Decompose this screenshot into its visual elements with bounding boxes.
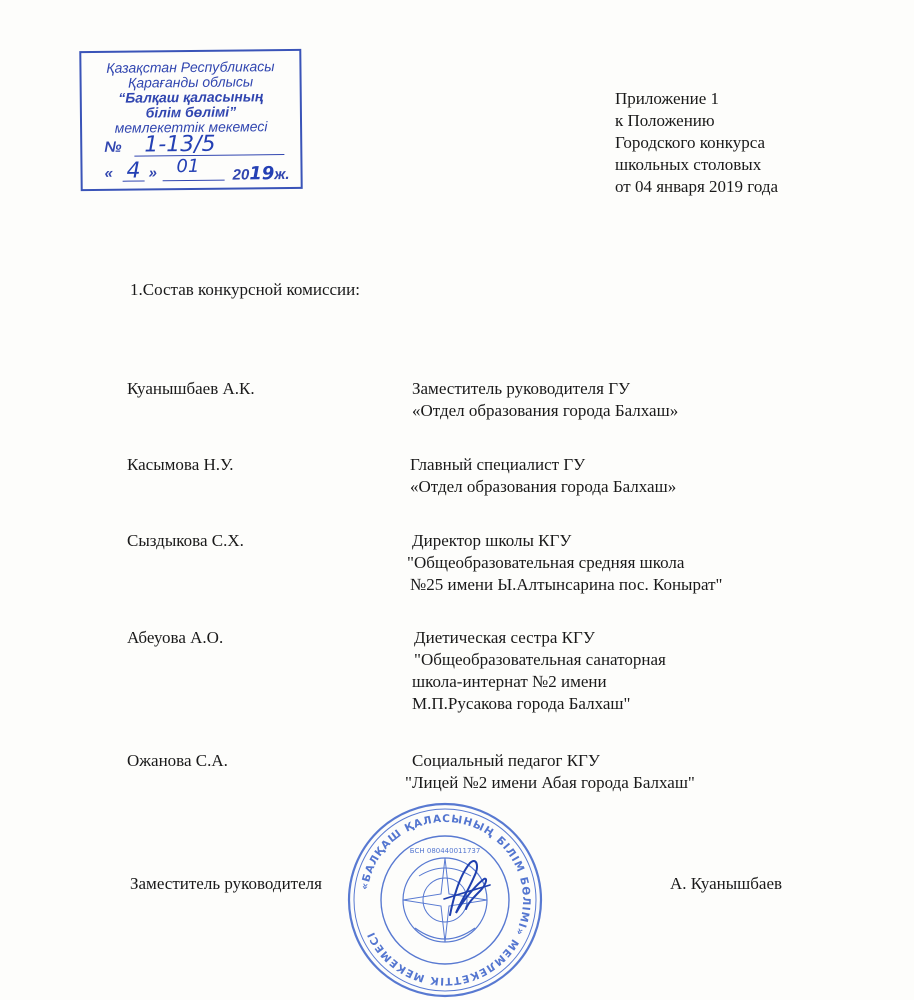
member-role-line: Директор школы КГУ (412, 531, 572, 550)
stamp-line-country: Қазақстан Республикасы (106, 58, 275, 76)
stamp-line-region: Қарағанды облысы (127, 73, 254, 91)
stamp-day-handwritten: 4 (126, 158, 141, 184)
seal-ring-text: «БАЛҚАШ ҚАЛАСЫНЫҢ БІЛІМ БӨЛІМІ» МЕМЛЕКЕТТІК МЕКЕМЕСІ (358, 812, 533, 988)
member-role-line: Социальный педагог КГУ (412, 751, 600, 770)
signature-position: Заместитель руководителя (130, 874, 322, 893)
appendix-line-4: школьных столовых (615, 155, 762, 174)
member-role (407, 530, 722, 596)
stamp-number-prefix: № (104, 138, 122, 156)
stamp-year-prefix: 20 (232, 166, 250, 184)
section-title: 1.Состав конкурсной комиссии: (130, 280, 360, 299)
stamp-line-org1: “Балқаш қаласының (118, 88, 264, 106)
stamp-number-label (104, 139, 121, 156)
member-role-line: "Лицей №2 имени Абая города Балхаш" (405, 773, 695, 792)
stamp-year-handwritten: 19 (249, 163, 275, 185)
signature-mark (430, 855, 500, 925)
member-role-line: "Общеобразовательная санаторная (414, 650, 666, 669)
member-role (412, 378, 678, 422)
member-name: Сыздыкова С.Х. (127, 531, 244, 550)
appendix-line-1: Приложение 1 (615, 89, 719, 108)
stamp-month-underline (163, 180, 225, 182)
member-role-line: "Общеобразовательная средняя школа (407, 553, 685, 572)
signature-name: А. Куанышбаев (670, 874, 783, 893)
appendix-line-5: от 04 января 2019 года (615, 177, 779, 196)
stamp-month-handwritten: 01 (176, 155, 200, 178)
appendix-line-3: Городского конкурса (615, 133, 766, 152)
member-role-line: Главный специалист ГУ (410, 455, 586, 474)
registration-stamp (79, 49, 302, 191)
member-role-line: школа-интернат №2 имени (412, 672, 607, 691)
member-role-line: «Отдел образования города Балхаш» (412, 401, 679, 420)
member-role (410, 454, 676, 498)
stamp-number-handwritten: 1-13/5 (144, 131, 216, 158)
member-name: Ожанова С.А. (127, 751, 228, 770)
stamp-date-label (104, 165, 113, 182)
appendix-line-2: к Положению (615, 111, 715, 130)
member-role-line: Заместитель руководителя ГУ (412, 379, 631, 398)
member-name: Куанышбаев А.К. (127, 379, 255, 398)
seal-inner-text: БСН 080440011737 (409, 847, 481, 855)
stamp-year (232, 163, 289, 185)
stamp-date-open: « (104, 164, 113, 182)
stamp-line-org2: білім бөлімі” (145, 103, 237, 121)
member-role-line: Диетическая сестра КГУ (414, 628, 595, 647)
member-name: Касымова Н.У. (127, 455, 234, 474)
stamp-date-close: » (148, 164, 157, 182)
member-role-line: М.П.Русакова города Балхаш" (412, 694, 631, 713)
member-name: Абеуова А.О. (127, 628, 224, 647)
appendix-header (615, 88, 778, 198)
stamp-year-suffix: ж. (274, 165, 290, 184)
member-role-line: №25 имени Ы.Алтынсарина пос. Конырат" (410, 575, 723, 594)
member-role-line: «Отдел образования города Балхаш» (410, 477, 677, 496)
member-role (412, 627, 666, 715)
stamp-line-type: мемлекеттік мекемесі (114, 118, 268, 136)
member-role (405, 750, 695, 794)
